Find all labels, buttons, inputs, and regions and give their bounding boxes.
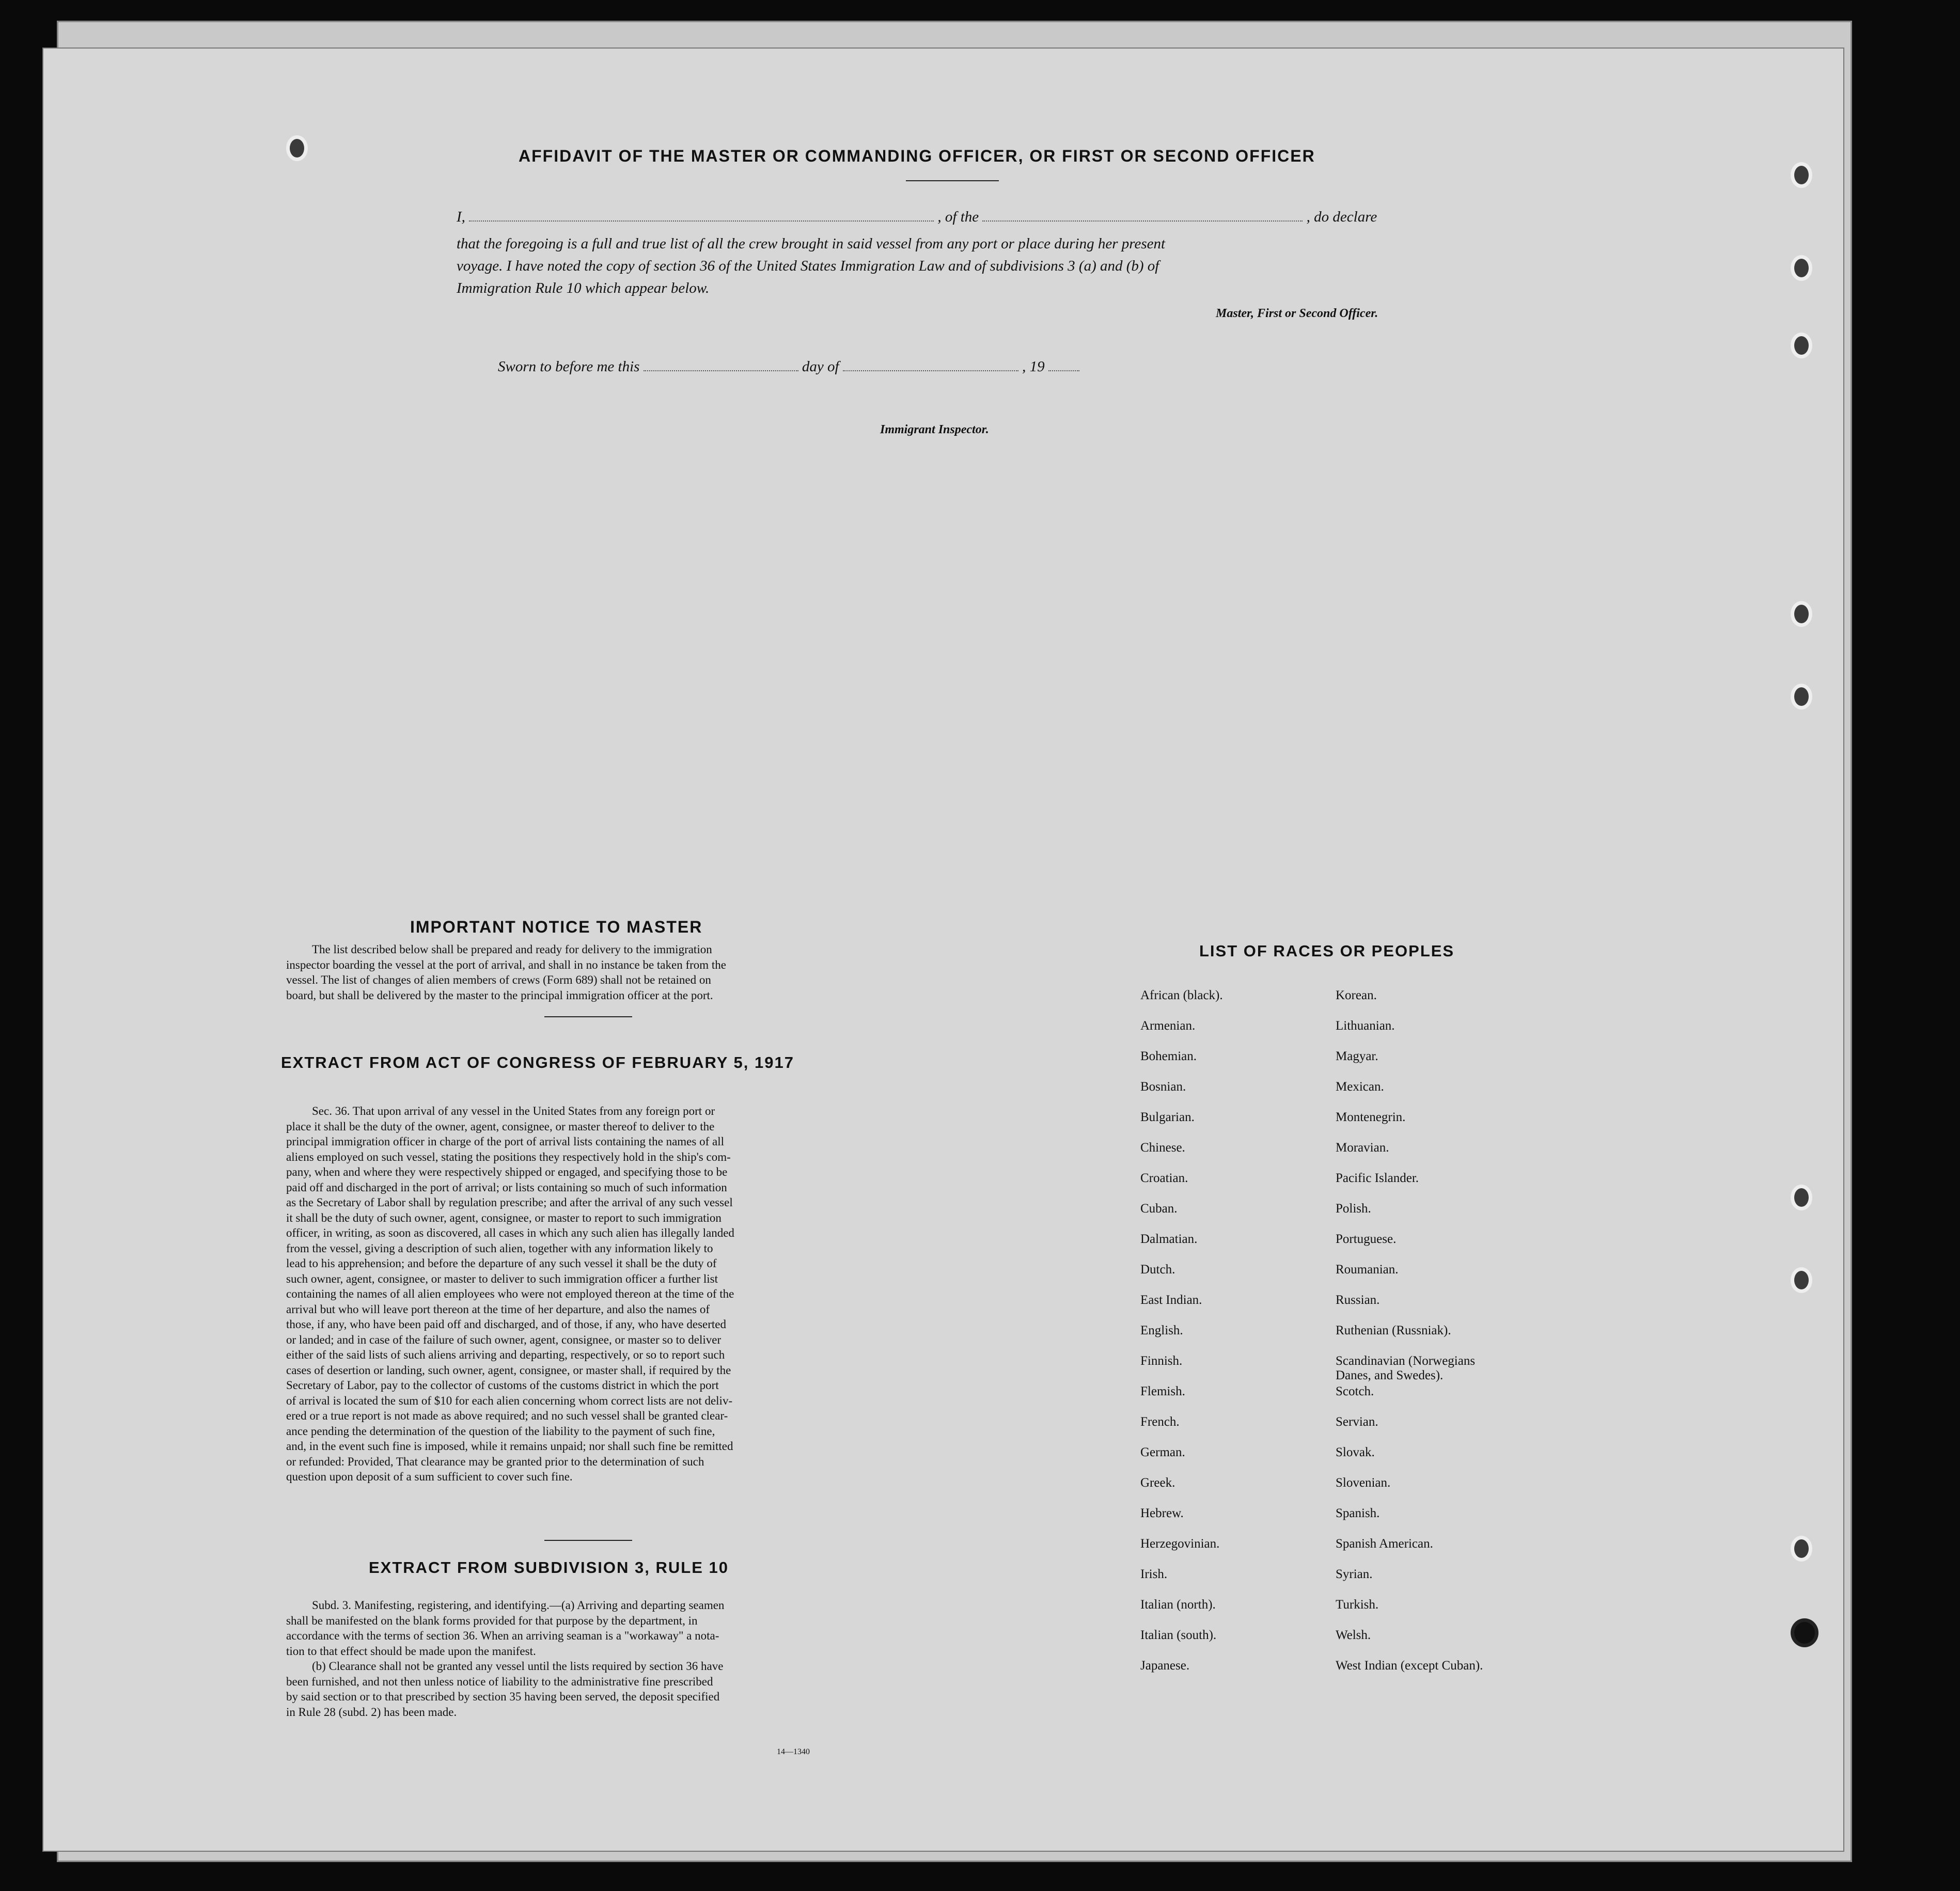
notice-title: IMPORTANT NOTICE TO MASTER [410,918,703,936]
affidavit-declaration-line [457,209,1515,226]
affidavit-line-2: that the foregoing is a full and true list of all the crew brought in said vessel from any port or place during her present [457,235,1166,252]
race-item: Cuban. [1140,1202,1178,1216]
act-line: containing the names of all alien employees who were not employed thereon at the time of the [286,1287,734,1300]
act-line: either of the said lists of such aliens arriving and departing, respectively, or so to report such [286,1348,725,1361]
act-line: paid off and discharged in the port of arrival; or lists containing so much of such information [286,1180,727,1194]
affidavit-line-4: Immigration Rule 10 which appear below. [457,280,710,296]
race-item: Hebrew. [1140,1506,1184,1520]
act-extract-title: EXTRACT FROM ACT OF CONGRESS OF FEBRUARY 5, 1917 [281,1053,794,1071]
race-item: Finnish. [1140,1354,1183,1368]
act-line: as the Secretary of Labor shall by regulation prescribe; and after the arrival of any such vessel [286,1196,733,1209]
rule-line: by said section or to that prescribed by section 35 having been served, the deposit specified [286,1690,720,1703]
race-item: Russian. [1336,1293,1380,1307]
race-item: Japanese. [1140,1659,1190,1673]
race-item: Syrian. [1336,1567,1373,1581]
vessel-field[interactable] [982,220,1303,222]
race-item: Italian (south). [1140,1628,1217,1642]
race-item: Bosnian. [1140,1080,1186,1094]
race-item: Ruthenian (Russniak). [1336,1323,1451,1337]
race-item: Slovak. [1336,1445,1375,1459]
race-item: Korean. [1336,988,1377,1002]
race-item: Italian (north). [1140,1598,1216,1612]
year-prefix: , 19 [1022,358,1045,375]
binder-hole [1791,684,1812,710]
sworn-year-field[interactable] [1048,370,1079,371]
affidavit-of-the: , of the [937,209,979,225]
rule-line: been furnished, and not then unless notice of liability to the administrative fine prescribed [286,1675,713,1688]
act-line: Sec. 36. That upon arrival of any vessel in the United States from any foreign port or [312,1105,715,1117]
binder-hole [1791,601,1812,627]
rule-line: in Rule 28 (subd. 2) has been made. [286,1705,457,1719]
act-line: place it shall be the duty of the owner, agent, consignee, or master thereof to deliver to the [286,1120,715,1133]
act-extract-body [286,1104,911,1485]
notice-line: board, but shall be delivered by the master to the principal immigration officer at the port. [286,988,713,1002]
act-line: or refunded: Provided, That clearance may be granted prior to the determination of such [286,1455,704,1468]
notice-line: inspector boarding the vessel at the port of arrival, and shall in no instance be taken from the [286,958,727,971]
act-line: aliens employed on such vessel, stating the positions they respectively hold in the ship's com- [286,1150,731,1163]
race-item: Scandinavian (Norwegians Danes, and Swedes). [1336,1354,1476,1382]
affidavit-line-3: voyage. I have noted the copy of section 36 of the United States Immigration Law and of subdivisions 3 (a) and (b) of [457,258,1159,274]
race-item: West Indian (except Cuban). [1336,1659,1483,1673]
name-field[interactable] [469,220,934,222]
act-line: ered or a true report is not made as above required; and no such vessel shall be granted clear- [286,1409,728,1422]
races-title: LIST OF RACES OR PEOPLES [1199,942,1455,960]
act-line: lead to his apprehension; and before the departure of any such vessel it shall be the duty of [286,1257,717,1270]
act-line: principal immigration officer in charge of the port of arrival lists containing the names of all [286,1135,724,1148]
act-line: such owner, agent, consignee, or master to deliver to such immigration officer a further list [286,1272,718,1285]
title-underline [906,180,999,181]
race-item: Spanish. [1336,1506,1380,1520]
affidavit-i: I, [457,209,465,225]
race-item: Dutch. [1140,1263,1175,1277]
act-line: question upon deposit of a sum sufficient to cover such fine. [286,1470,573,1483]
act-line: or landed; and in case of the failure of such owner, agent, consignee, or master so to deliver [286,1333,722,1346]
race-item: Turkish. [1336,1598,1379,1612]
binder-hole [1791,255,1812,281]
sworn-month-field[interactable] [843,370,1018,371]
race-item: Portuguese. [1336,1232,1397,1246]
binder-hole [1791,1267,1812,1293]
act-line: from the vessel, giving a description of such alien, together with any information likely to [286,1241,713,1255]
sworn-line [498,358,1079,375]
race-item: Polish. [1336,1202,1371,1216]
notice-body [286,942,906,1003]
race-item: Scotch. [1336,1384,1374,1398]
race-item: Flemish. [1140,1384,1185,1398]
race-item: French. [1140,1415,1180,1429]
race-item: African (black). [1140,988,1223,1002]
race-item: Roumanian. [1336,1263,1399,1277]
race-item: Croatian. [1140,1171,1188,1185]
sworn-text: Sworn to before me this [498,358,640,375]
race-item: Spanish American. [1336,1537,1433,1551]
binder-hole [1791,1618,1818,1647]
rule-line: accordance with the terms of section 36. When an arriving seaman is a "workaway" a nota- [286,1629,719,1642]
act-line: those, if any, who have been paid off and discharged, and of those, if any, who have deserted [286,1318,727,1331]
race-item: Montenegrin. [1336,1110,1406,1124]
race-item: Moravian. [1336,1141,1389,1155]
sworn-day-field[interactable] [644,370,798,371]
rule-line: Subd. 3. Manifesting, registering, and identifying.—(a) Arriving and departing seamen [312,1599,725,1612]
act-line: ance pending the determination of the question of the liability to the payment of such fine, [286,1424,715,1438]
race-item: East Indian. [1140,1293,1202,1307]
race-item: Chinese. [1140,1141,1185,1155]
race-item: Welsh. [1336,1628,1371,1642]
act-line: it shall be the duty of such owner, agent, consignee, or master to report to such immigration [286,1211,722,1224]
race-item: Armenian. [1140,1019,1196,1033]
signature-label: Master, First or Second Officer. [1216,307,1378,320]
binder-hole [1791,1536,1812,1562]
race-item: Dalmatian. [1140,1232,1198,1246]
notice-line: The list described below shall be prepared and ready for delivery to the immigration [312,943,712,956]
rule-line: (b) Clearance shall not be granted any vessel until the lists required by section 36 have [312,1660,724,1673]
race-item: Bohemian. [1140,1049,1197,1063]
rule-line: tion to that effect should be made upon the manifest. [286,1644,536,1658]
binder-hole [1791,333,1812,358]
act-line: arrival but who will leave port thereon at the time of her departure, and also the names of [286,1302,710,1316]
rule-extract-body [286,1598,911,1720]
binder-hole [1791,1185,1812,1210]
inspector-label: Immigrant Inspector. [880,423,989,436]
affidavit-declare: , do declare [1306,209,1377,225]
race-item: Pacific Islander. [1336,1171,1419,1185]
form-number: 14—1340 [777,1747,810,1756]
race-item: Servian. [1336,1415,1378,1429]
race-item: English. [1140,1323,1183,1337]
race-item: Irish. [1140,1567,1168,1581]
day-of-text: day of [802,358,839,375]
notice-line: vessel. The list of changes of alien members of crews (Form 689) shall not be retained on [286,973,711,986]
binder-hole [1791,162,1812,188]
section-divider [544,1540,632,1541]
act-line: of arrival is located the sum of $10 for each alien concerning whom correct lists are not deliv- [286,1394,733,1407]
left-punch-hole [286,135,308,161]
race-item: Bulgarian. [1140,1110,1195,1124]
act-line: officer, in writing, as soon as discovered, all cases in which any such alien has illegally landed [286,1226,734,1239]
race-item: German. [1140,1445,1185,1459]
rule-extract-title: EXTRACT FROM SUBDIVISION 3, RULE 10 [369,1558,729,1577]
race-item: Herzegovinian. [1140,1537,1220,1551]
act-line: Secretary of Labor, pay to the collector of customs of the customs district in which the port [286,1379,719,1392]
act-line: pany, when and where they were respectively shipped or engaged, and specifying those to be [286,1165,728,1178]
race-item: Mexican. [1336,1080,1384,1094]
race-item: Greek. [1140,1476,1175,1490]
act-line: cases of desertion or landing, such owner, agent, consignee, or master shall, if required by the [286,1363,731,1377]
race-item: Slovenian. [1336,1476,1391,1490]
race-item: Lithuanian. [1336,1019,1395,1033]
act-line: and, in the event such fine is imposed, while it remains unpaid; nor shall such fine be remitted [286,1440,733,1453]
rule-line: shall be manifested on the blank forms provided for that purpose by the department, in [286,1614,698,1627]
section-divider [544,1016,632,1017]
affidavit-page [42,48,1844,1852]
race-item: Magyar. [1336,1049,1378,1063]
affidavit-title: AFFIDAVIT OF THE MASTER OR COMMANDING OFFICER, OR FIRST OR SECOND OFFICER [519,147,1315,165]
